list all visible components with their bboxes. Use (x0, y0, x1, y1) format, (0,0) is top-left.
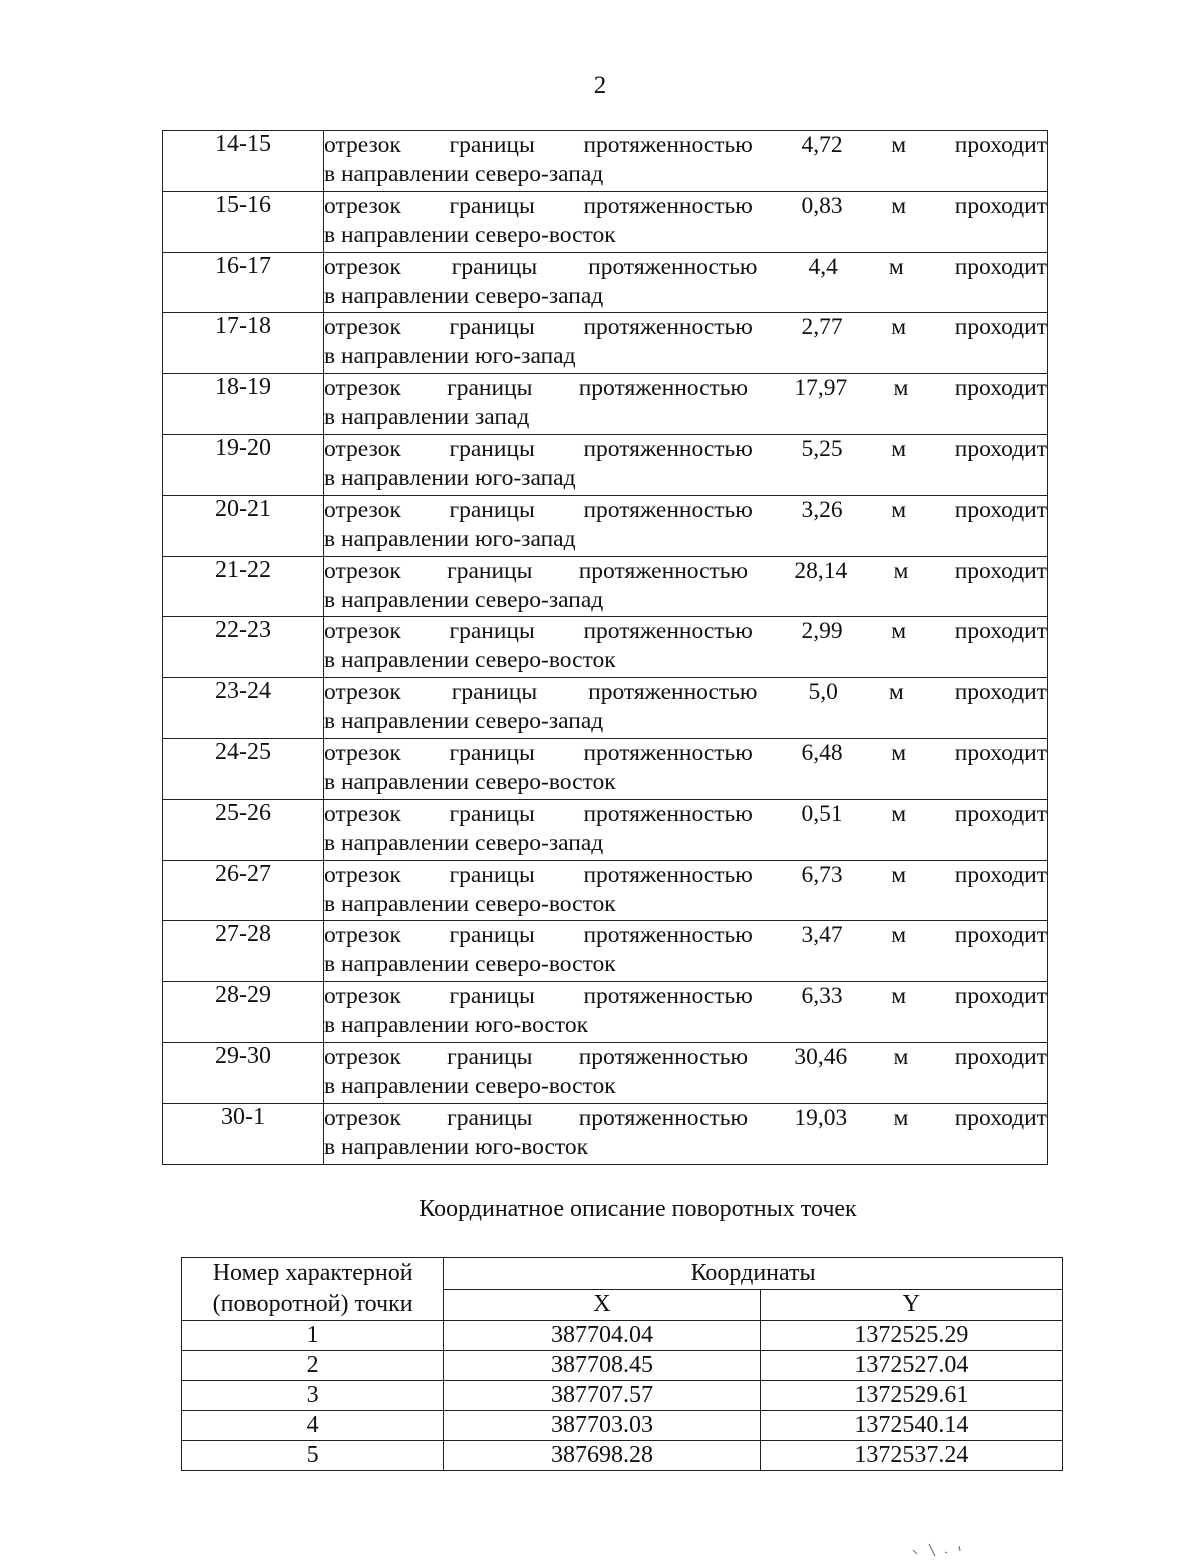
point-number-header-line2: (поворотной) точки (212, 1291, 413, 1317)
segment-row (163, 617, 1048, 678)
segment-word-b: границы (447, 375, 533, 402)
segment-id: 20-21 (163, 495, 324, 556)
segment-word-c: протяженностью (578, 1104, 749, 1131)
segment-unit: м (891, 739, 907, 766)
segment-id: 28-29 (163, 982, 324, 1043)
segment-unit: м (893, 375, 909, 402)
segment-word-a: отрезок (324, 922, 401, 949)
segment-verb: проходит (954, 132, 1047, 158)
segment-direction: северо-запад (474, 282, 604, 309)
coordinates-row (182, 1441, 1063, 1471)
segment-row (163, 738, 1048, 799)
segment-word-a: отрезок (324, 1043, 401, 1070)
segment-word-a: отрезок (324, 557, 401, 584)
segment-word-c: протяженностью (583, 800, 753, 827)
boundary-segments-table (162, 130, 1048, 1165)
segment-length: 28,14 (794, 557, 848, 584)
x-value: 387698.28 (444, 1441, 760, 1471)
segment-word-a: отрезок (324, 496, 401, 523)
segment-unit: м (891, 192, 907, 219)
segment-word-a: отрезок (324, 618, 401, 645)
segment-word-b: границы (449, 132, 535, 158)
segment-description (324, 191, 1048, 252)
coordinates-row (182, 1411, 1063, 1441)
segment-verb: проходит (954, 192, 1047, 219)
segment-row (163, 252, 1048, 313)
coordinates-row (182, 1321, 1063, 1351)
segment-length: 6,73 (801, 861, 843, 888)
segment-length: 6,48 (801, 739, 843, 766)
point-number: 4 (182, 1411, 444, 1441)
segment-row (163, 313, 1048, 374)
point-number: 2 (182, 1351, 444, 1381)
segment-word-b: границы (451, 253, 538, 280)
segment-length: 5,25 (801, 435, 843, 462)
segment-unit: м (891, 496, 907, 523)
segment-direction: юго-запад (474, 343, 576, 370)
segment-direction-prefix: в направлении (324, 1133, 470, 1160)
segment-verb: проходит (954, 861, 1047, 888)
segment-unit: м (888, 253, 904, 280)
segment-description (324, 860, 1048, 921)
segment-word-b: границы (449, 922, 535, 949)
segment-word-c: протяженностью (583, 983, 753, 1010)
segment-word-c: протяженностью (583, 922, 753, 949)
segment-direction-prefix: в направлении (324, 1012, 470, 1039)
segment-id: 26-27 (163, 860, 324, 921)
segment-description (324, 434, 1048, 495)
segment-word-b: границы (451, 679, 538, 706)
segment-id: 29-30 (163, 1042, 324, 1103)
segment-length: 4,4 (808, 253, 838, 280)
segment-description (324, 131, 1048, 192)
segment-word-b: границы (449, 739, 535, 766)
segment-verb: проходит (954, 314, 1047, 341)
segment-direction: северо-восток (474, 1072, 616, 1099)
segment-description (324, 617, 1048, 678)
segment-row (163, 799, 1048, 860)
segment-row (163, 556, 1048, 617)
segment-row (163, 495, 1048, 556)
segment-word-c: протяженностью (583, 861, 753, 888)
x-value: 387704.04 (444, 1321, 760, 1351)
segment-verb: проходит (954, 739, 1047, 766)
segment-verb: проходит (954, 983, 1047, 1010)
segment-word-b: границы (449, 435, 535, 462)
segment-word-a: отрезок (324, 983, 401, 1010)
segment-unit: м (891, 618, 907, 645)
segment-direction: северо-запад (474, 161, 604, 187)
segment-unit: м (891, 861, 907, 888)
segment-verb: проходит (954, 1043, 1047, 1070)
segment-row (163, 434, 1048, 495)
segment-description (324, 678, 1048, 739)
segment-direction: северо-запад (474, 829, 604, 856)
segment-row (163, 191, 1048, 252)
segment-word-c: протяженностью (583, 132, 753, 158)
segment-direction-prefix: в направлении (324, 282, 470, 309)
segment-verb: проходит (954, 800, 1047, 827)
segment-unit: м (891, 800, 907, 827)
segment-word-c: протяженностью (583, 618, 753, 645)
x-header: X (444, 1289, 760, 1321)
segment-description (324, 252, 1048, 313)
segment-word-c: протяженностью (578, 375, 749, 402)
segment-verb: проходит (954, 618, 1047, 645)
segment-id: 25-26 (163, 799, 324, 860)
segment-direction: северо-восток (474, 768, 616, 795)
segment-description (324, 921, 1048, 982)
y-value: 1372537.24 (760, 1441, 1062, 1471)
segment-word-a: отрезок (324, 861, 401, 888)
segment-word-c: протяженностью (583, 192, 753, 219)
segment-word-c: протяженностью (583, 496, 753, 523)
segment-direction: северо-восток (474, 647, 616, 674)
point-number: 3 (182, 1381, 444, 1411)
segment-length: 0,83 (801, 192, 843, 219)
segment-description (324, 374, 1048, 435)
segment-word-a: отрезок (324, 800, 401, 827)
segment-length: 2,99 (801, 618, 843, 645)
point-number: 5 (182, 1441, 444, 1471)
segment-verb: проходит (954, 253, 1047, 280)
segment-description (324, 799, 1048, 860)
point-number-header (182, 1258, 444, 1321)
segment-id: 16-17 (163, 252, 324, 313)
coordinates-row (182, 1381, 1063, 1411)
segment-direction-prefix: в направлении (324, 768, 470, 795)
segment-word-c: протяженностью (578, 1043, 749, 1070)
segment-row (163, 921, 1048, 982)
segment-unit: м (891, 922, 907, 949)
segment-length: 3,47 (801, 922, 843, 949)
segment-word-b: границы (449, 861, 535, 888)
segment-unit: м (891, 435, 907, 462)
segment-direction: северо-восток (474, 890, 616, 917)
segment-direction-prefix: в направлении (324, 404, 470, 431)
segment-length: 30,46 (794, 1043, 848, 1070)
segment-direction: юго-запад (474, 464, 576, 491)
segment-direction-prefix: в направлении (324, 951, 470, 978)
segment-id: 14-15 (163, 131, 324, 192)
segment-verb: проходит (954, 557, 1047, 584)
coordinates-section-title: Координатное описание поворотных точек (419, 1196, 857, 1222)
x-value: 387703.03 (444, 1411, 760, 1441)
segment-word-a: отрезок (324, 435, 401, 462)
segment-length: 5,0 (808, 679, 838, 706)
segment-row (163, 982, 1048, 1043)
segment-direction: запад (474, 404, 530, 431)
segment-word-b: границы (449, 618, 535, 645)
segment-direction-prefix: в направлении (324, 221, 470, 248)
segment-direction-prefix: в направлении (324, 708, 470, 735)
segment-direction: северо-восток (474, 221, 616, 248)
segment-unit: м (888, 679, 904, 706)
segment-unit: м (891, 983, 907, 1010)
segment-word-c: протяженностью (583, 314, 753, 341)
segment-id: 19-20 (163, 434, 324, 495)
segment-length: 6,33 (801, 983, 843, 1010)
segment-word-b: границы (447, 557, 533, 584)
segment-direction-prefix: в направлении (324, 161, 470, 187)
segment-row (163, 131, 1048, 192)
segment-row (163, 678, 1048, 739)
segment-direction-prefix: в направлении (324, 829, 470, 856)
segment-word-a: отрезок (324, 314, 401, 341)
segment-direction: юго-восток (474, 1133, 588, 1160)
y-value: 1372527.04 (760, 1351, 1062, 1381)
x-value: 387707.57 (444, 1381, 760, 1411)
segment-id: 30-1 (163, 1103, 324, 1164)
segment-direction: юго-запад (474, 525, 576, 552)
y-value: 1372529.61 (760, 1381, 1062, 1411)
coordinates-header: Координаты (444, 1258, 1063, 1290)
segment-word-b: границы (447, 1043, 533, 1070)
segment-word-a: отрезок (324, 253, 401, 280)
segment-verb: проходит (954, 1104, 1047, 1131)
segment-word-a: отрезок (324, 1104, 401, 1131)
segment-id: 22-23 (163, 617, 324, 678)
segment-unit: м (893, 1043, 909, 1070)
segment-id: 27-28 (163, 921, 324, 982)
segment-direction: северо-запад (474, 708, 604, 735)
segment-verb: проходит (954, 922, 1047, 949)
segment-description (324, 556, 1048, 617)
segment-description (324, 738, 1048, 799)
segment-word-c: протяженностью (583, 739, 753, 766)
segment-row (163, 1103, 1048, 1164)
segment-direction-prefix: в направлении (324, 343, 470, 370)
segment-word-c: протяженностью (578, 557, 749, 584)
segment-direction-prefix: в направлении (324, 647, 470, 674)
segment-word-a: отрезок (324, 679, 401, 706)
segment-verb: проходит (954, 679, 1047, 706)
segment-verb: проходит (954, 496, 1047, 523)
segment-word-b: границы (449, 314, 535, 341)
segment-description (324, 1042, 1048, 1103)
segment-row (163, 860, 1048, 921)
segment-description (324, 313, 1048, 374)
coordinates-table (181, 1257, 1063, 1471)
segment-row (163, 374, 1048, 435)
segment-id: 23-24 (163, 678, 324, 739)
handwritten-mark (905, 1538, 975, 1560)
segment-verb: проходит (954, 435, 1047, 462)
segment-unit: м (891, 132, 907, 158)
segment-id: 24-25 (163, 738, 324, 799)
segment-unit: м (893, 1104, 909, 1131)
segment-id: 15-16 (163, 191, 324, 252)
segment-length: 4,72 (801, 132, 843, 158)
segment-verb: проходит (954, 375, 1047, 402)
segment-word-a: отрезок (324, 739, 401, 766)
x-value: 387708.45 (444, 1351, 760, 1381)
segment-direction: северо-восток (474, 951, 616, 978)
segment-id: 17-18 (163, 313, 324, 374)
segment-description (324, 495, 1048, 556)
y-header: Y (760, 1289, 1062, 1321)
segment-length: 3,26 (801, 496, 843, 523)
segment-direction: северо-запад (474, 586, 604, 613)
segment-word-b: границы (449, 192, 535, 219)
segment-word-c: протяженностью (583, 435, 753, 462)
segment-direction: юго-восток (474, 1012, 588, 1039)
segment-word-c: протяженностью (588, 679, 758, 706)
point-number-header-line1: Номер характерной (212, 1260, 413, 1286)
segment-word-b: границы (447, 1104, 533, 1131)
segment-description (324, 982, 1048, 1043)
segment-length: 17,97 (794, 375, 848, 402)
segment-description (324, 1103, 1048, 1164)
point-number: 1 (182, 1321, 444, 1351)
segment-direction-prefix: в направлении (324, 525, 470, 552)
y-value: 1372525.29 (760, 1321, 1062, 1351)
page-number: 2 (593, 72, 607, 99)
segment-length: 2,77 (801, 314, 843, 341)
segment-direction-prefix: в направлении (324, 464, 470, 491)
segment-length: 0,51 (801, 800, 843, 827)
segment-unit: м (893, 557, 909, 584)
segment-word-b: границы (449, 800, 535, 827)
segment-word-a: отрезок (324, 192, 401, 219)
coordinates-row (182, 1351, 1063, 1381)
segment-word-c: протяженностью (588, 253, 758, 280)
segment-unit: м (891, 314, 907, 341)
segment-length: 19,03 (794, 1104, 848, 1131)
segment-row (163, 1042, 1048, 1103)
segment-word-b: границы (449, 496, 535, 523)
segment-word-a: отрезок (324, 375, 401, 402)
segment-id: 21-22 (163, 556, 324, 617)
y-value: 1372540.14 (760, 1411, 1062, 1441)
segment-direction-prefix: в направлении (324, 890, 470, 917)
segment-word-b: границы (449, 983, 535, 1010)
coordinates-header-row-1 (182, 1258, 1063, 1290)
segment-word-a: отрезок (324, 132, 401, 158)
segment-direction-prefix: в направлении (324, 586, 470, 613)
segment-id: 18-19 (163, 374, 324, 435)
segment-direction-prefix: в направлении (324, 1072, 470, 1099)
